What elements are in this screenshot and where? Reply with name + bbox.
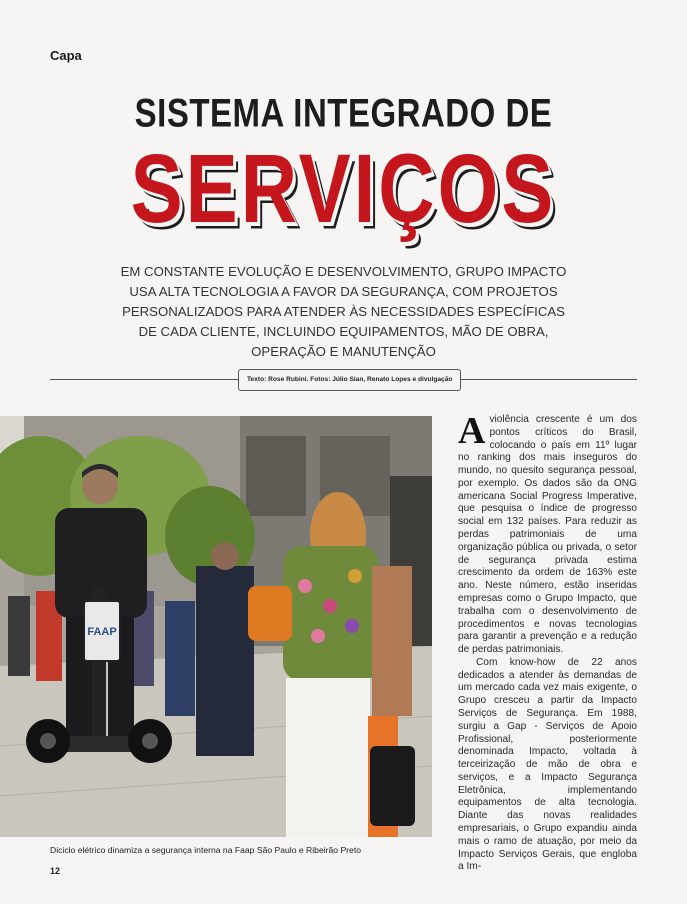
article-photo: [0, 416, 432, 837]
scooter-label: FAAP: [87, 626, 117, 638]
page-number: 12: [50, 866, 61, 876]
paragraph-1-text: violência crescente é um dos pontos críticos do Brasil, colocando o país em 11º lugar no ranking dos mais inseguros do mundo, no quesito segurança pessoal, por exemplo. Os dados são da ONG americana Social Progress Imperative, que pesquisa o índice de progresso social em 132 países. Para reduzir as perdas patrimoniais de uma organização pública ou privada, o setor de segurança privada estima crescimento da ordem de 163% este ano. Neste número, estão inseridas empresas como o Grupo Impacto, que trabalha com o desenvolvimento de procedimentos e novas tecnologias para garantir a prevenção e a redução de perdas patrimoniais.: [458, 414, 637, 656]
photo-credit: Texto: Rose Rubini. Fotos: Júlio Sian, Renato Lopes e divulgação: [238, 369, 461, 391]
article-body: [458, 410, 637, 874]
headline-kicker: SISTEMA INTEGRADO DE: [134, 90, 553, 136]
headline: SERVIÇOS: [130, 133, 557, 244]
drop-cap: A: [458, 410, 486, 452]
section-label: Capa: [50, 48, 82, 63]
photo-caption: Diciclo elétrico dinamiza a segurança interna na Faap São Paulo e Ribeirão Preto: [50, 845, 361, 855]
article-paragraph: [458, 410, 637, 657]
deck-text: EM CONSTANTE EVOLUÇÃO E DESENVOLVIMENTO, GRUPO IMPACTO USA ALTA TECNOLOGIA A FAVOR DA SEGURANÇA, COM PROJETOS PERSONALIZADOS PARA ATENDER ÀS NECESSIDADES ESPECÍFICAS DE CADA CLIENTE, INCLUINDO EQUIPAMENTOS, MÃO DE OBRA, OPERAÇÃO E MANUTENÇÃO: [120, 264, 567, 359]
article-paragraph: Com know-how de 22 anos dedicados a atender às demandas de um mercado cada vez mais exigente, o Grupo cresceu a partir da Impacto Serviços de Segurança. Em 1988, surgiu a Gap - Serviços de Apoio Profissional, posteriormente denominada Impacto, voltada à terceirização de mão de obra e serviços, e a Impacto Segurança Eletrônica, implementando equipamentos de alta tecnologia. Diante das novas realidades empresariais, o Grupo expandiu ainda mais o ramo de atuação, por meio da Impacto Serviços Gerais, que engloba a Im-: [458, 656, 637, 873]
